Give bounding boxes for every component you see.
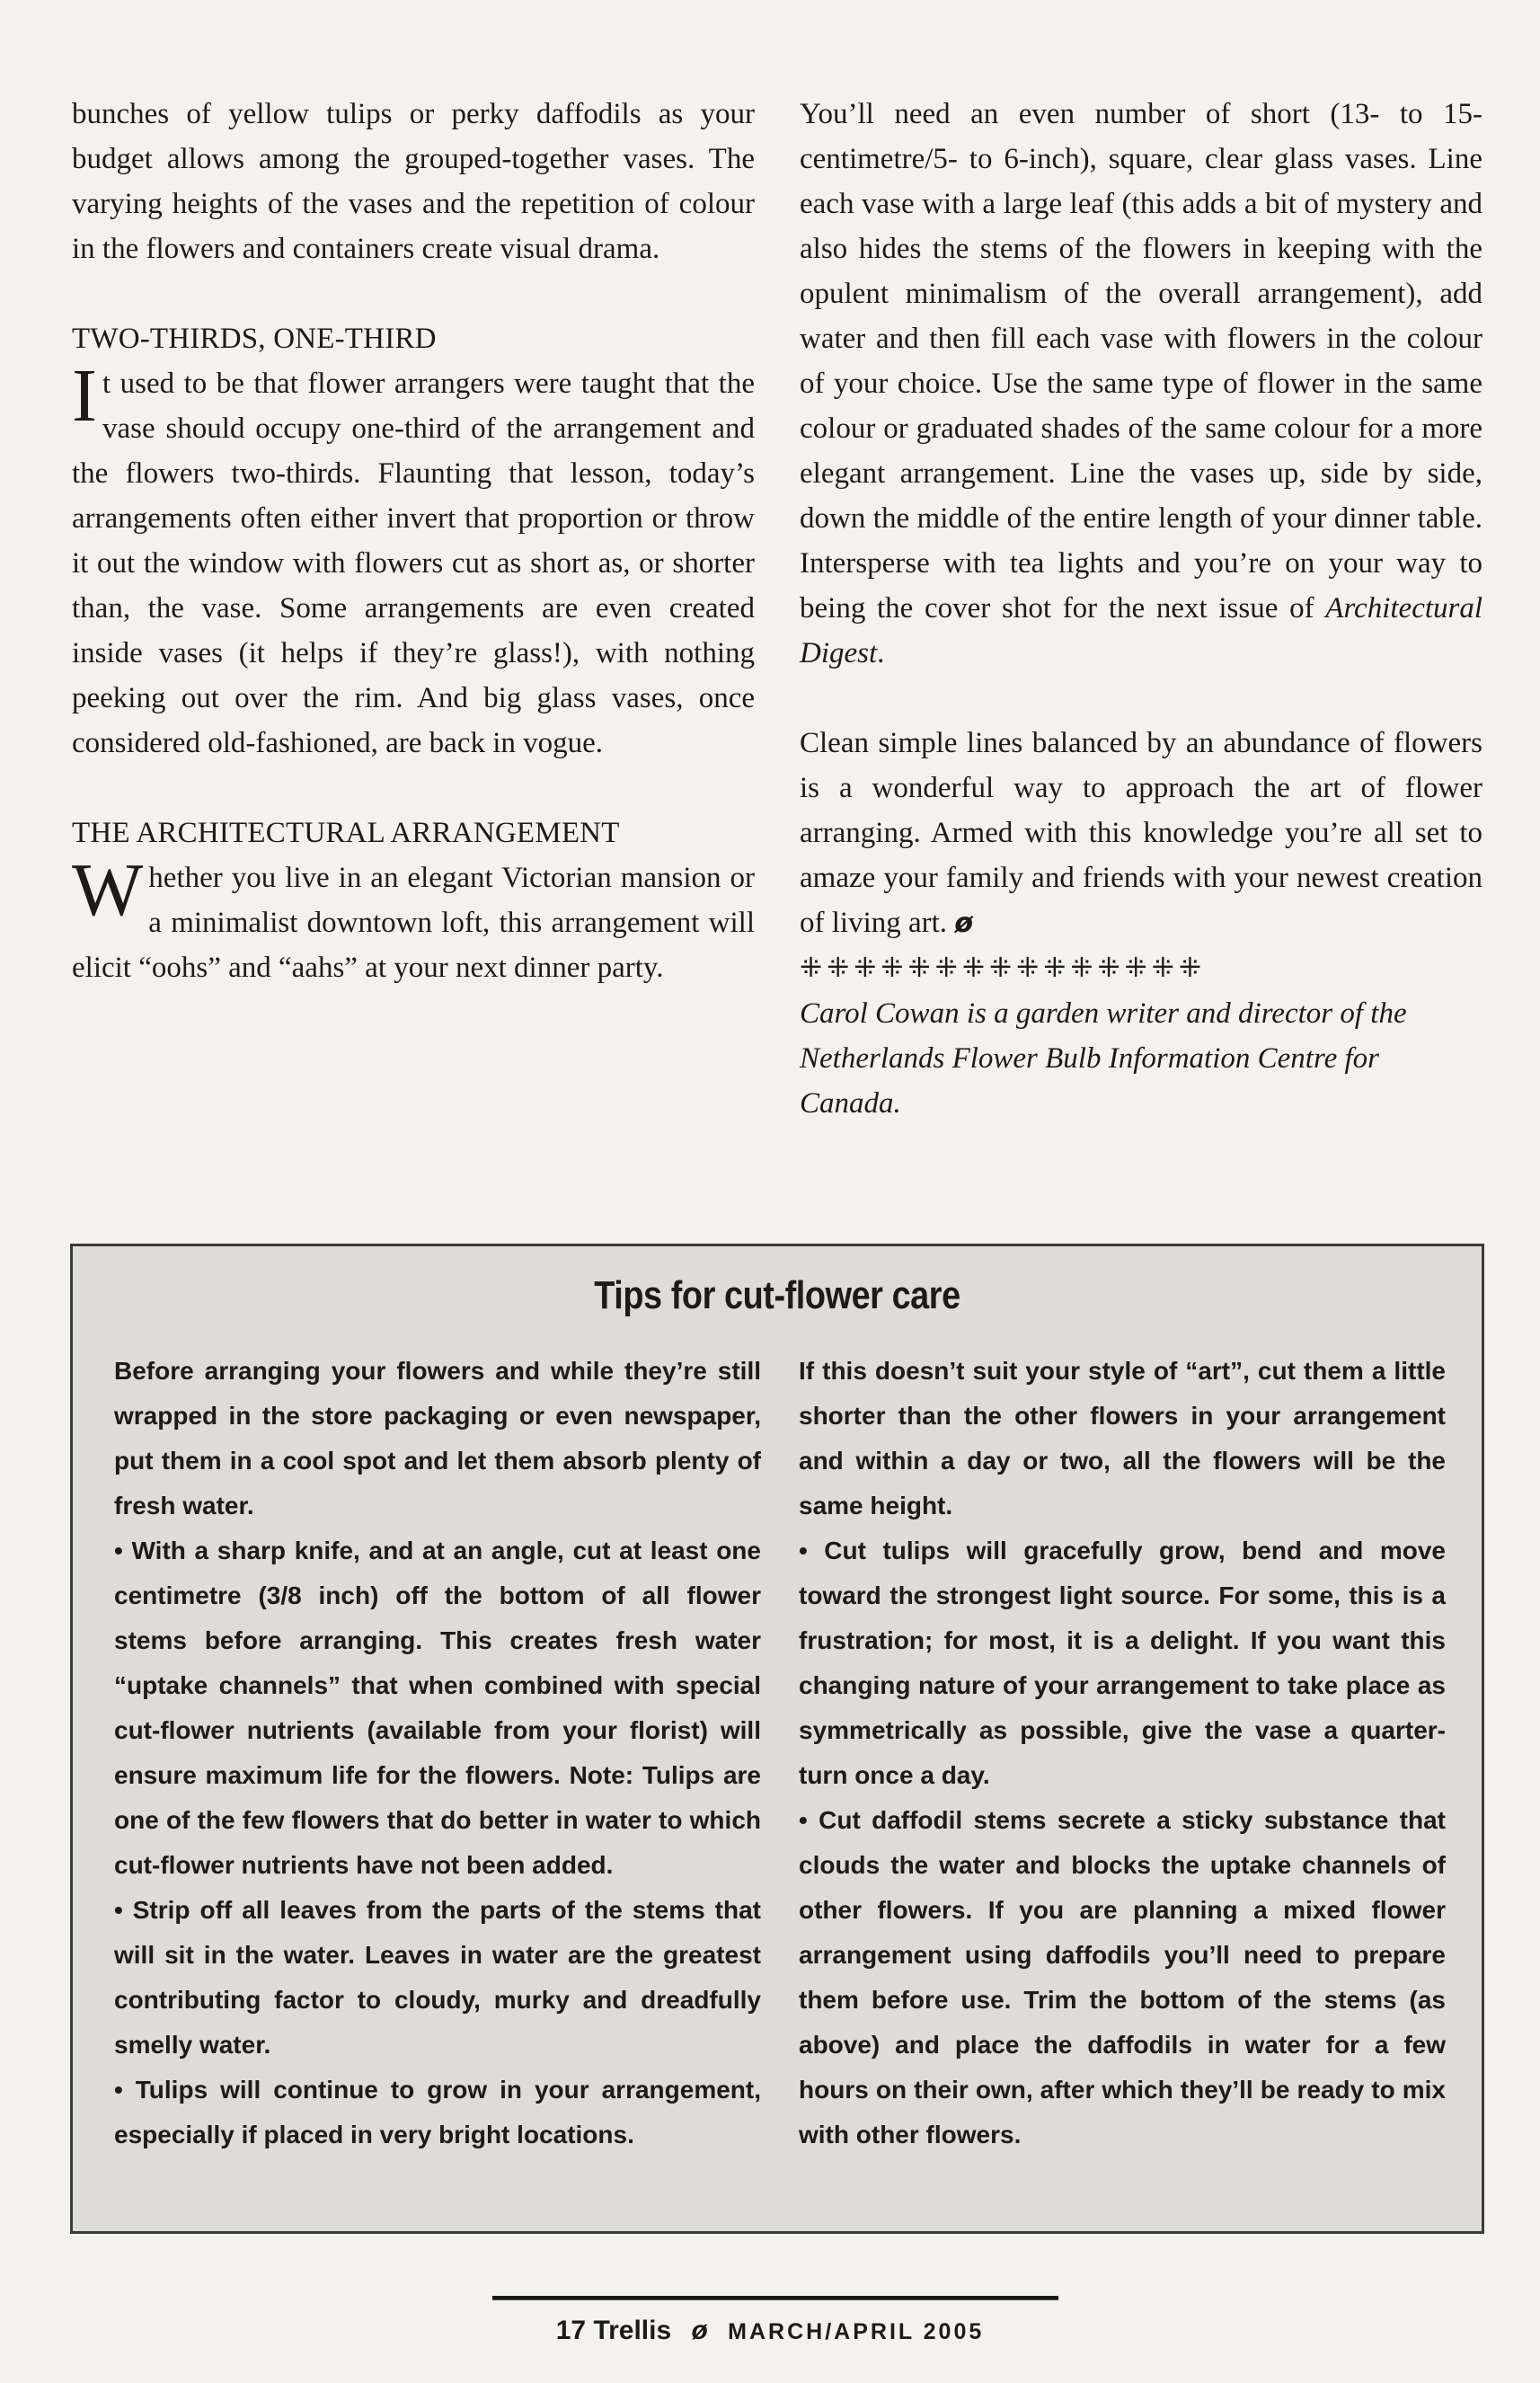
tip-paragraph: Before arranging your flowers and while they’re still wrapped in the store packaging or even newspaper, put them in a cool spot and let them absorb plenty of fresh water. — [114, 1357, 761, 1519]
section-body-text: hether you live in an elegant Victorian mansion or a minimalist downtown loft, this arrangement will elicit “oohs” and “aahs” at your next dinner party. — [72, 862, 755, 984]
drop-cap: I — [72, 354, 97, 438]
right-column — [800, 92, 1482, 1126]
page-footer — [0, 2313, 1540, 2350]
paragraph-text: Clean simple lines balanced by an abundance of flowers is a wonderful way to approach the art of flower arranging. Armed with this knowledge you’re all set to amaze your family and friends with your newest creation of living art. — [800, 727, 1482, 939]
tip-paragraph: If this doesn’t suit your style of “art”, cut them a little shorter than the other flowers in your arrangement and within a day or two, all the flowers will be the same height. — [799, 1357, 1446, 1519]
magazine-title: Architectural Digest — [800, 592, 1483, 669]
section-body-two-thirds — [72, 354, 755, 766]
tips-title: Tips for cut-flower care — [594, 1273, 960, 1317]
drop-cap: W — [72, 848, 144, 932]
intro-paragraph: bunches of yellow tulips or perky daffodils as your budget allows among the grouped-together vases. The varying heights of the vases and the repetition of colour in the flowers and containers create visual drama. — [72, 98, 755, 265]
footer-rule-thin — [492, 2299, 1058, 2300]
tip-paragraph: • Cut daffodil stems secrete a sticky substance that clouds the water and blocks the uptake channels of other flowers. If you are planning a mixed flower arrangement using daffodils you’ll need to prepare them before use. Trim the bottom of the stems (as above) and place the daffodils in water for a few hours on their own, after which they’ll be ready to mix with other flowers. — [799, 1806, 1446, 2148]
tip-paragraph: • Cut tulips will gracefully grow, bend and move toward the strongest light source. For some, this is a frustration; for most, it is a delight. If you want this changing nature of your arrangement to take place as symmetrically as possible, give the vase a quarter-turn once a day. — [799, 1537, 1446, 1789]
author-byline: Carol Cowan is a garden writer and director of the Netherlands Flower Bulb Information Centre for Canada. — [800, 997, 1407, 1120]
section-heading-two-thirds: TWO-THIRDS, ONE-THIRD — [72, 323, 437, 355]
section-body-text: t used to be that flower arrangers were taught that the vase should occupy one-third of the arrangement and the flowers two-thirds. Flaunting that lesson, today’s arrangements often either invert that proportion or throw it out the window with flowers cut as short as, or shorter than, the vase. Some arrangements are even created inside vases (it helps if they’re glass!), with nothing peeking out over the rim. And big glass vases, once considered old-fashioned, are back in vogue. — [72, 368, 755, 759]
tip-paragraph: • With a sharp knife, and at an angle, cut at least one centimetre (3/8 inch) off the bottom of all flower stems before arranging. This creates fresh water “uptake channels” that when combined with special cut-flower nutrients (available from your florist) will ensure maximum life for the flowers. Note: Tulips are one of the few flowers that do better in water to which cut-flower nutrients have not been added. — [114, 1537, 761, 1879]
tips-right-column — [799, 1349, 1446, 2157]
paragraph-text: You’ll need an even number of short (13- to 15-centimetre/5- to 6-inch), square, clear glass vases. Line each vase with a large leaf (this adds a bit of mystery and also hides the stems of the flowers in keeping with the opulent minimalism of the overall arrangement), add water and then fill each vase with flowers in the colour of your choice. Use the same type of flower in the same colour or graduated shades of the same colour for a more elegant arrangement. Line the vases up, side by side, down the middle of the entire length of your dinner table. Intersperse with tea lights and you’re on your way to being the cover shot for the next issue of — [800, 98, 1482, 625]
vase-instructions-paragraph — [800, 92, 1482, 676]
ornament-divider: ⁜⁜⁜⁜⁜⁜⁜⁜⁜⁜⁜⁜⁜⁜⁜ — [800, 952, 1207, 984]
section-heading-architectural: THE ARCHITECTURAL ARRANGEMENT — [72, 817, 620, 849]
spacer — [72, 766, 755, 811]
closing-paragraph — [800, 721, 1482, 946]
tip-paragraph: • Tulips will continue to grow in your arrangement, especially if placed in very bright locations. — [114, 2076, 761, 2148]
spacer — [800, 676, 1482, 721]
spacer — [72, 271, 755, 316]
section-body-architectural — [72, 848, 755, 990]
magazine-name: Trellis — [593, 2316, 672, 2345]
end-mark-icon: ø — [954, 908, 973, 939]
left-column — [72, 92, 755, 990]
paragraph-end: . — [877, 637, 885, 669]
tips-sidebar-box — [70, 1244, 1484, 2234]
page-number: 17 — [555, 2316, 587, 2345]
tip-paragraph: • Strip off all leaves from the parts of the stems that will sit in the water. Leaves in water are the greatest contributing factor to cloudy, murky and dreadfully smelly water. — [114, 1896, 761, 2059]
tips-left-column — [114, 1349, 761, 2157]
leaf-logo-icon: ø — [691, 2316, 708, 2345]
issue-date: MARCH/APRIL 2005 — [728, 2319, 985, 2344]
